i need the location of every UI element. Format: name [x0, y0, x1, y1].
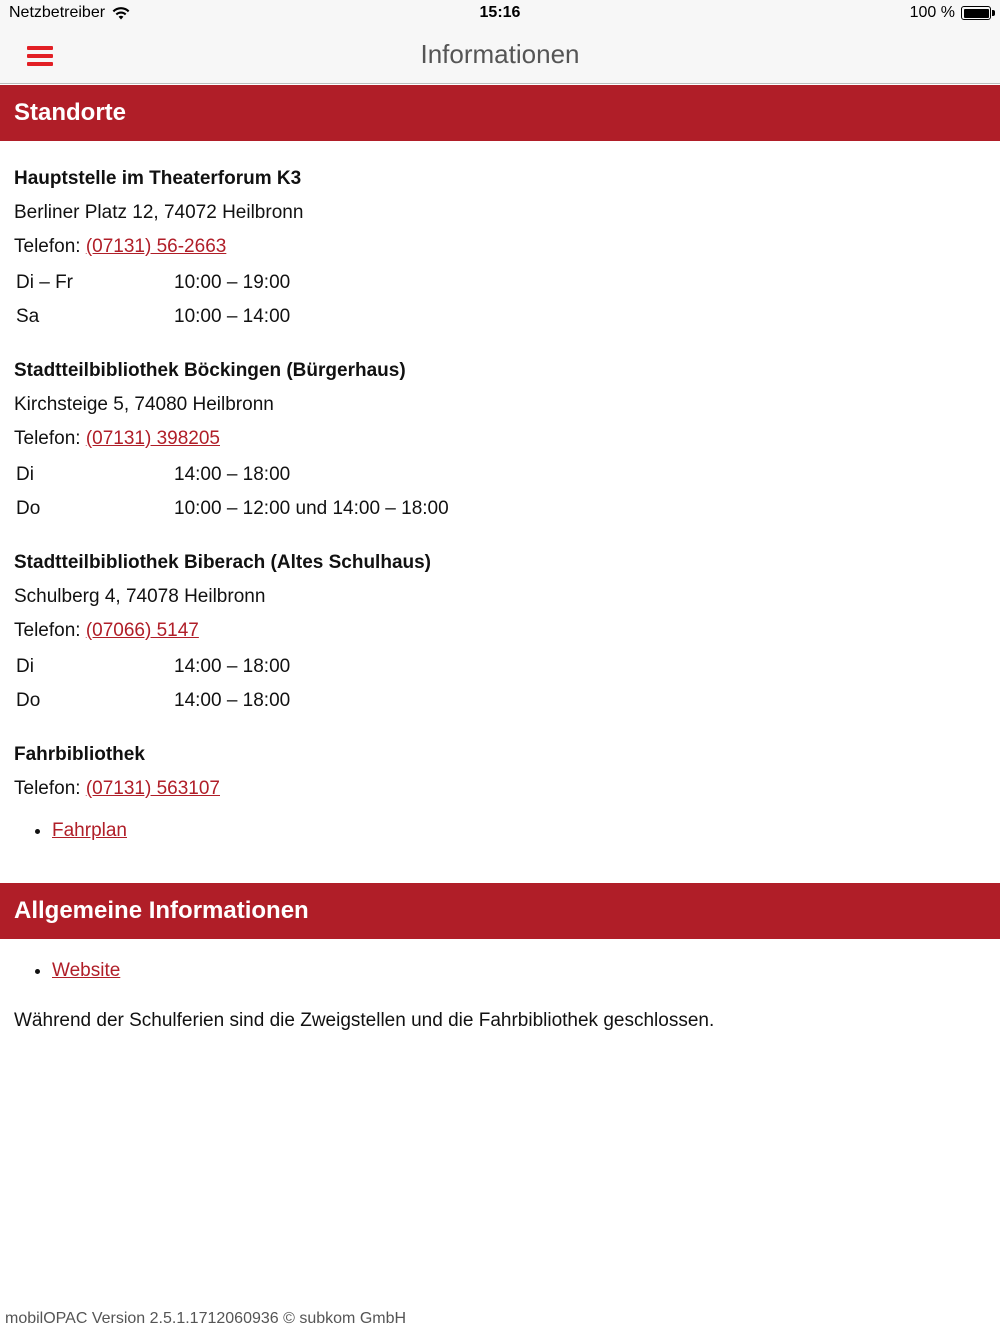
location-phone-line — [14, 422, 986, 456]
hours-row — [14, 684, 292, 718]
location-name: Fahrbibliothek — [14, 744, 145, 765]
location-fahrbibliothek — [14, 738, 986, 848]
section-header-general: Allgemeine Informationen — [0, 883, 1000, 939]
locations-list — [14, 162, 986, 868]
fahrplan-list — [14, 814, 986, 848]
hours-row — [14, 300, 292, 334]
location-name: Stadtteilbibliothek Biberach (Altes Schulhaus) — [14, 552, 432, 573]
phone-label: Telefon: — [14, 236, 81, 257]
hours-day: Di — [16, 464, 34, 485]
page-title: Informationen — [420, 39, 580, 69]
status-bar — [0, 0, 1000, 28]
general-info — [14, 948, 986, 1038]
hours-time: 10:00 – 14:00 — [174, 306, 291, 327]
opening-hours-table — [14, 266, 292, 334]
hours-time: 10:00 – 19:00 — [174, 272, 291, 293]
phone-link[interactable]: (07131) 56-2663 — [85, 236, 227, 257]
battery-icon — [961, 6, 991, 20]
battery-percent: 100 % — [909, 4, 955, 21]
hours-day: Do — [16, 690, 41, 711]
fahrplan-link[interactable]: Fahrplan — [52, 820, 127, 841]
nav-bar — [0, 28, 1000, 84]
location-address: Berliner Platz 12, 74072 Heilbronn — [14, 202, 304, 223]
location-phone-line — [14, 614, 986, 648]
hours-row — [14, 458, 451, 492]
location-biberach — [14, 546, 986, 718]
hours-row — [14, 492, 451, 526]
phone-label: Telefon: — [14, 778, 81, 799]
hours-time: 14:00 – 18:00 — [174, 690, 291, 711]
version-footer: mobilOPAC Version 2.5.1.1712060936 © subkom GmbH — [5, 1310, 407, 1327]
opening-hours-table — [14, 650, 292, 718]
list-item — [52, 814, 986, 848]
hours-time: 10:00 – 12:00 und 14:00 – 18:00 — [174, 498, 449, 519]
hours-day: Sa — [16, 306, 40, 327]
hours-row — [14, 266, 292, 300]
location-address: Schulberg 4, 74078 Heilbronn — [14, 586, 266, 607]
phone-link[interactable]: (07131) 398205 — [85, 428, 220, 449]
location-boeckingen — [14, 354, 986, 526]
location-name: Hauptstelle im Theaterforum K3 — [14, 168, 302, 189]
hours-day: Do — [16, 498, 41, 519]
phone-link[interactable]: (07131) 563107 — [85, 778, 220, 799]
hours-day: Di – Fr — [16, 272, 73, 293]
phone-label: Telefon: — [14, 620, 81, 641]
hours-row — [14, 650, 292, 684]
general-links-list — [14, 954, 986, 988]
website-link[interactable]: Website — [52, 960, 121, 981]
location-phone-line — [14, 772, 986, 806]
hours-time: 14:00 – 18:00 — [174, 656, 291, 677]
phone-link[interactable]: (07066) 5147 — [85, 620, 199, 641]
opening-hours-table — [14, 458, 451, 526]
section-header-standorte: Standorte — [0, 85, 1000, 141]
carrier-label: Netzbetreiber — [9, 4, 106, 21]
list-item — [52, 954, 986, 988]
location-name: Stadtteilbibliothek Böckingen (Bürgerhaus) — [14, 360, 406, 381]
location-address: Kirchsteige 5, 74080 Heilbronn — [14, 394, 274, 415]
hours-time: 14:00 – 18:00 — [174, 464, 291, 485]
status-time: 15:16 — [479, 4, 521, 21]
holiday-note: Während der Schulferien sind die Zweigstellen und die Fahrbibliothek geschlossen. — [14, 1010, 715, 1031]
hours-day: Di — [16, 656, 34, 677]
phone-label: Telefon: — [14, 428, 81, 449]
location-main — [14, 162, 986, 334]
location-phone-line — [14, 230, 986, 264]
battery-group — [910, 4, 991, 22]
